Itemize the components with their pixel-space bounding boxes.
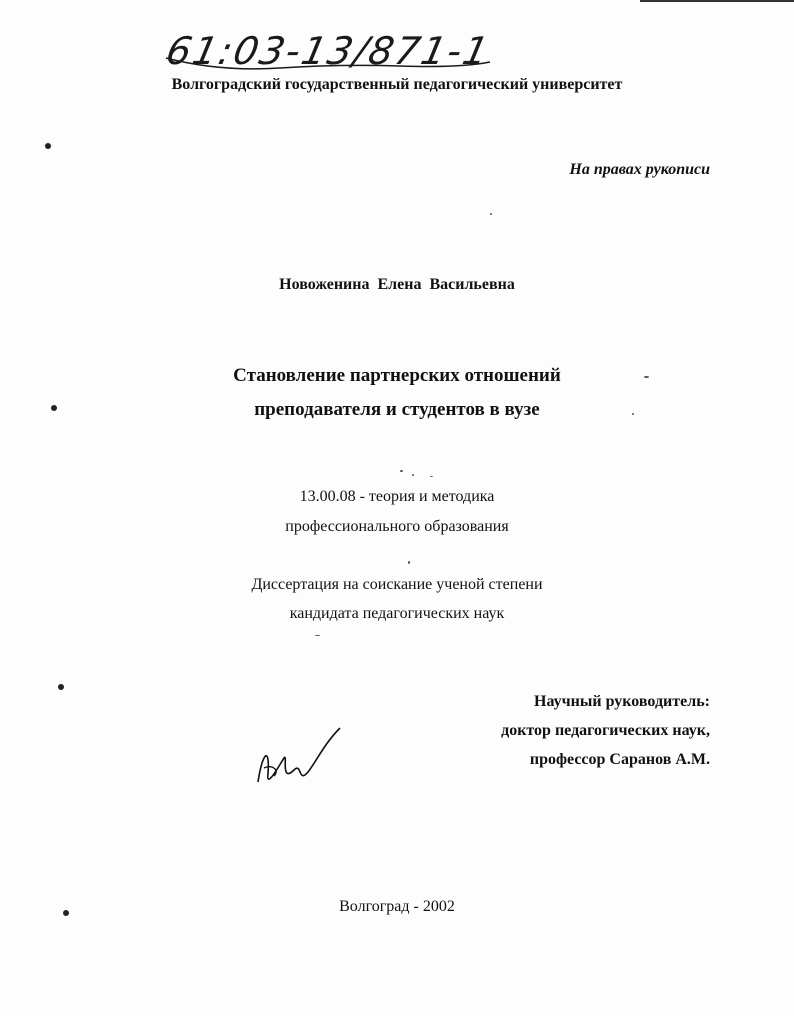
- scan-speck: [412, 474, 414, 476]
- scan-speck: [430, 476, 433, 477]
- punch-hole-mark: [45, 143, 51, 149]
- city-year: Волгоград - 2002: [339, 898, 455, 915]
- scan-edge-line: [640, 0, 794, 2]
- scan-speck: [315, 635, 320, 636]
- dissertation-title-line-1: Становление партнерских отношений: [233, 365, 561, 386]
- scan-speck: [490, 213, 492, 215]
- handwritten-catalog-code: [160, 18, 500, 78]
- manuscript-note: На правах рукописи: [569, 161, 710, 178]
- punch-hole-mark: [58, 684, 64, 690]
- scan-speck: [408, 561, 410, 564]
- dissertation-title-line-2: преподавателя и студентов в вузе: [254, 399, 540, 420]
- author-name: Новоженина Елена Васильевна: [279, 276, 515, 293]
- punch-hole-mark: [63, 910, 69, 916]
- supervisor-degree: доктор педагогических наук,: [501, 722, 710, 739]
- specialty-line-1: 13.00.08 - теория и методика: [299, 488, 495, 505]
- handwritten-signature: [250, 724, 345, 794]
- supervisor-name: профессор Саранов А.М.: [529, 751, 710, 768]
- punch-hole-mark: [51, 405, 57, 411]
- supervisor-label: Научный руководитель:: [534, 693, 710, 710]
- scan-speck: [632, 413, 634, 415]
- specialty-line-2: профессионального образования: [285, 518, 509, 535]
- university-name: Волгоградский государственный педагогический университет: [171, 76, 623, 93]
- scan-speck: [644, 376, 649, 378]
- degree-line-2: кандидата педагогических наук: [289, 605, 505, 622]
- scan-speck: [400, 470, 403, 472]
- svg-text:61:03-13/871-1: 61:03-13/871-1: [162, 29, 495, 74]
- degree-line-1: Диссертация на соискание ученой степени: [251, 576, 543, 593]
